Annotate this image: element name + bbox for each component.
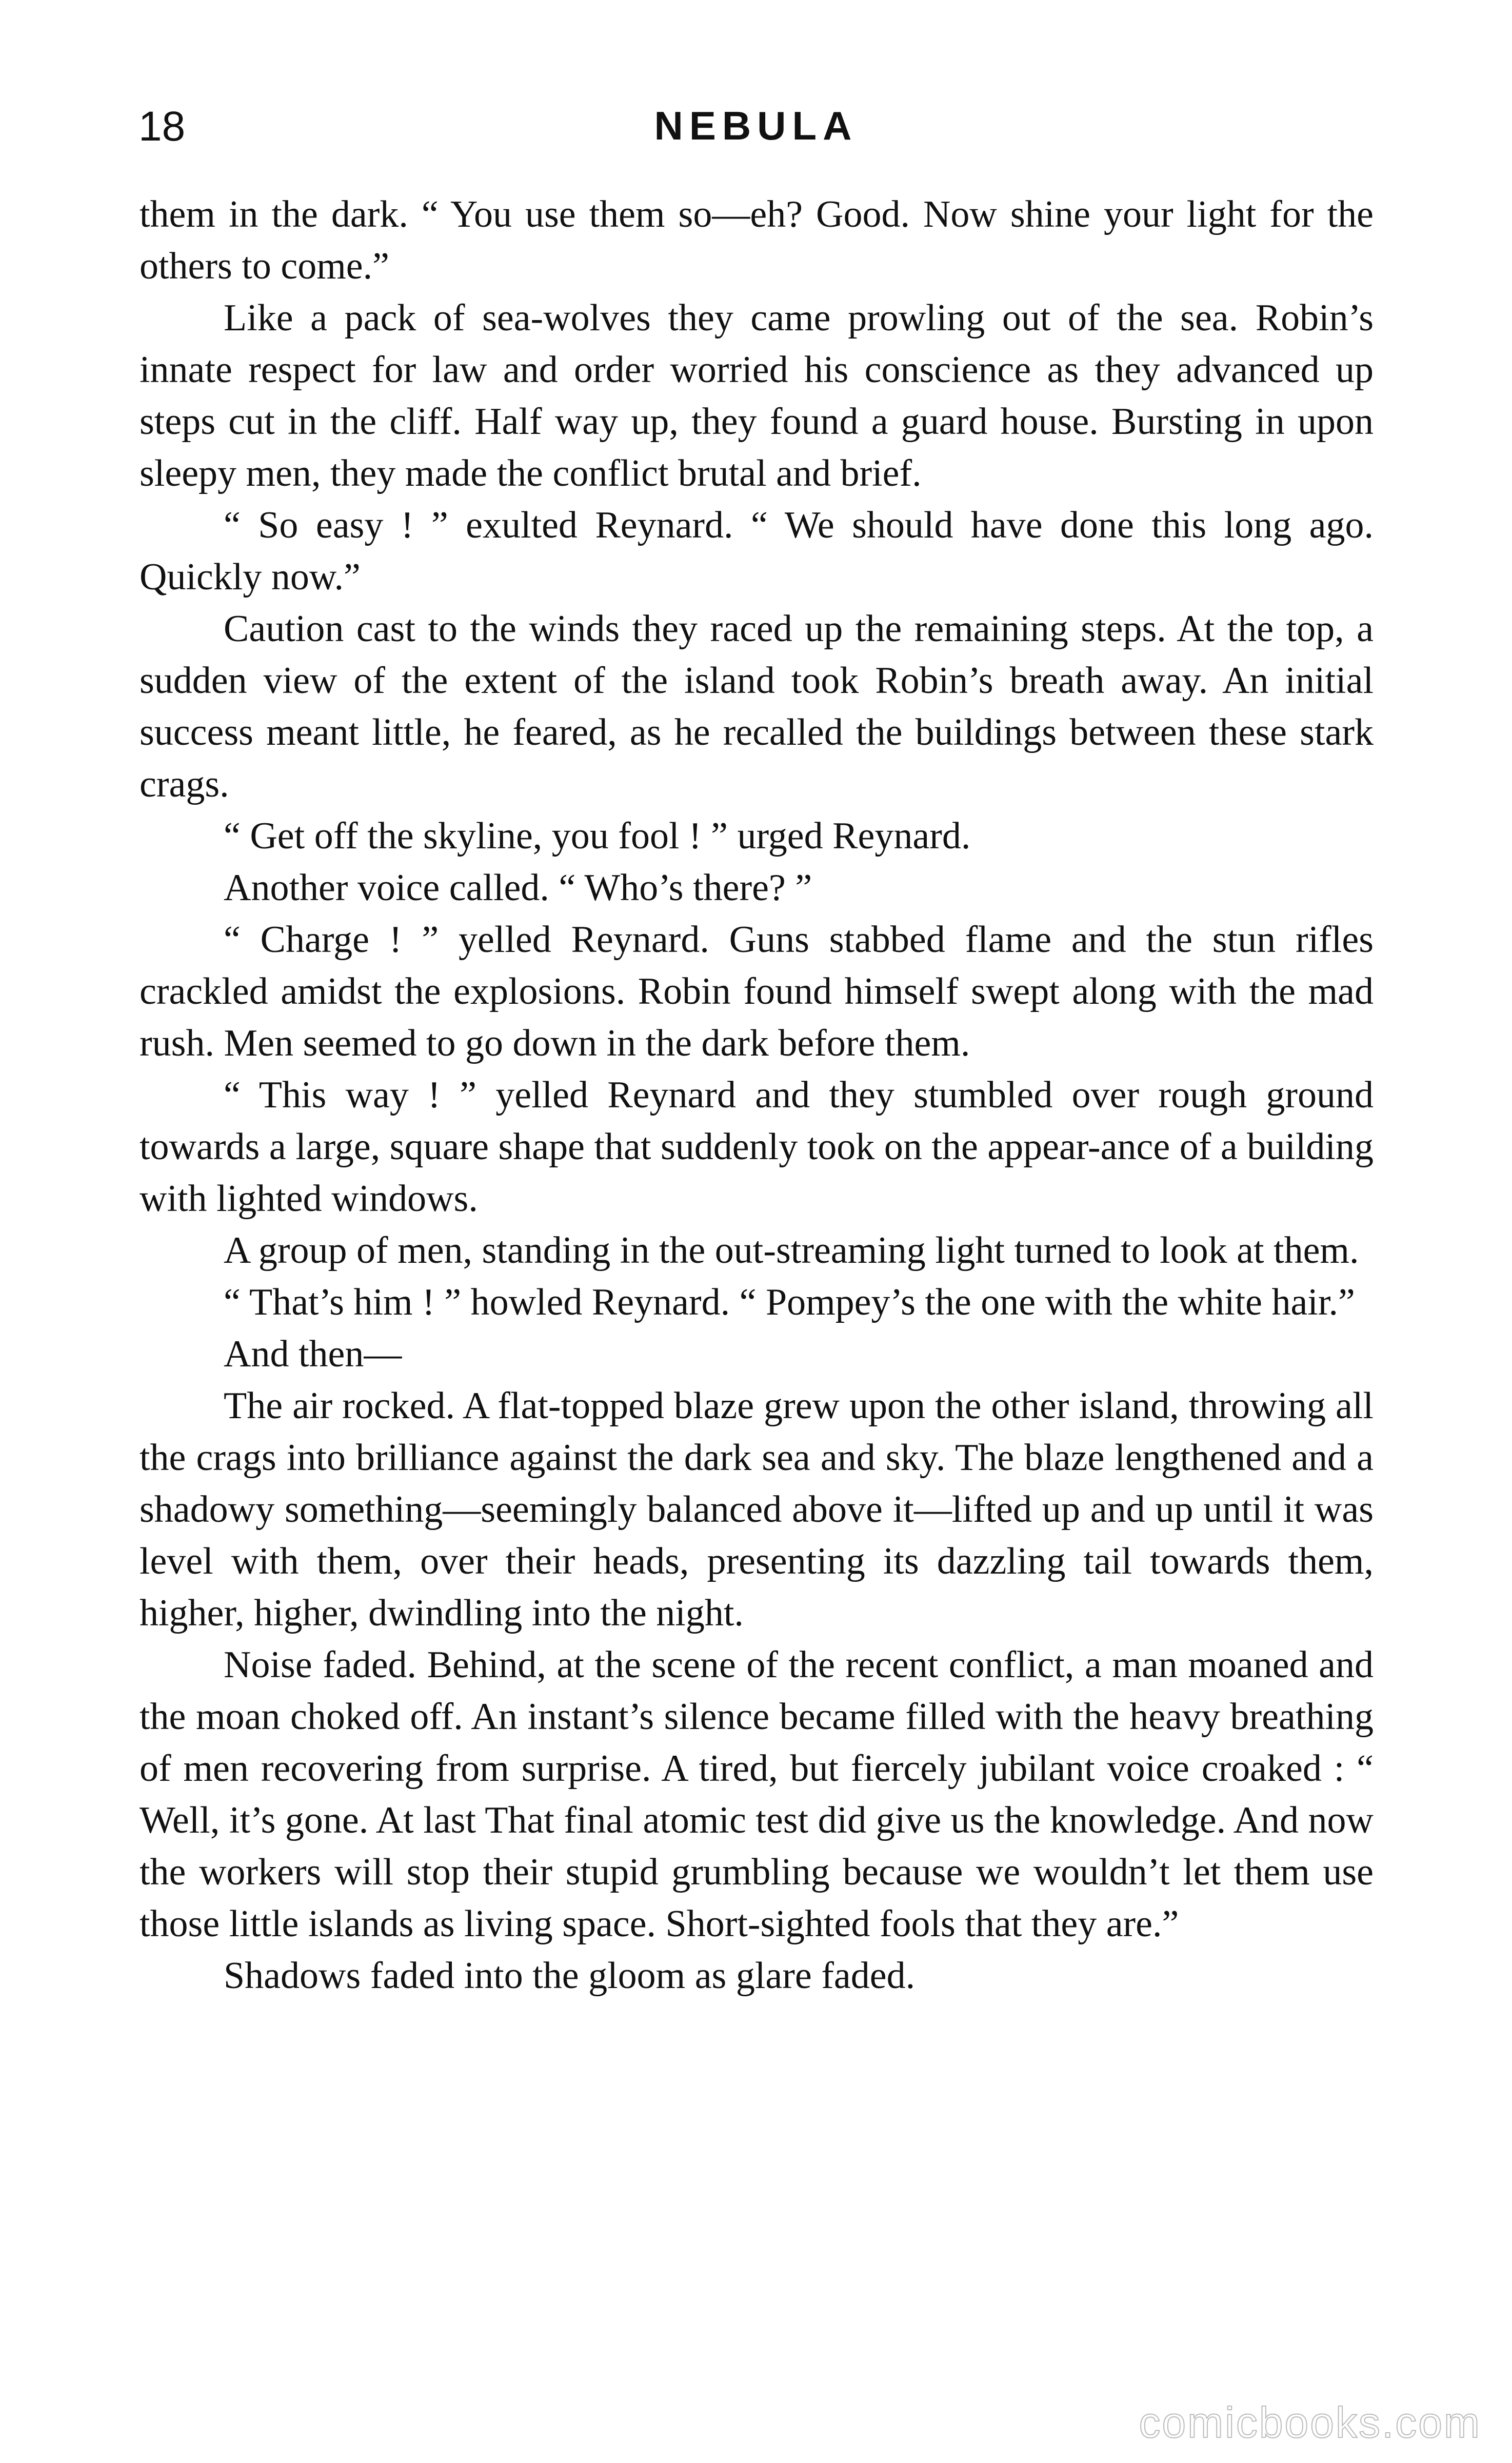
- paragraph: Noise faded. Behind, at the scene of the recent conflict, a man moaned and the moan choked off. An instant’s silence became filled with the heavy breathing of men recovering from surprise. A tired, but fiercely jubilant voice croaked : “ Well, it’s gone. At last That final atomic test did give us the knowledge. And now the workers will stop their stupid grumbling because we wouldn’t let them use those little islands as living space. Short-sighted fools that they are.”: [140, 1644, 1374, 1945]
- magazine-title: NEBULA: [654, 103, 858, 148]
- paragraph: The air rocked. A flat-topped blaze grew upon the other island, throwing all the crags into brilliance against the dark sea and sky. The blaze lengthened and a shadowy something—seemingly balanced above it—lifted up and up until it was level with them, over their heads, presenting its dazzling tail towards them, higher, higher, dwindling into the night.: [140, 1385, 1374, 1634]
- paragraph: “ That’s him ! ” howled Reynard. “ Pompey’s the one with the white hair.”: [224, 1281, 1355, 1323]
- paragraph: Another voice called. “ Who’s there? ”: [224, 867, 812, 909]
- paragraph: “ Charge ! ” yelled Reynard. Guns stabbed flame and the stun rifles crackled amidst the explosions. Robin found himself swept along with the mad rush. Men seemed to go down in the dark before them.: [140, 919, 1374, 1064]
- story-text: [140, 189, 1374, 2002]
- paragraph: “ Get off the skyline, you fool ! ” urged Reynard.: [224, 815, 971, 857]
- paragraph: Shadows faded into the gloom as glare faded.: [224, 1955, 916, 1997]
- paragraph: Like a pack of sea-wolves they came prowling out of the sea. Robin’s innate respect for law and order worried his conscience as they advanced up steps cut in the cliff. Half way up, they found a guard house. Bursting in upon sleepy men, they made the conflict brutal and brief.: [140, 297, 1374, 494]
- watermark: comicbooks.com: [1139, 2398, 1481, 2447]
- paragraph: “ This way ! ” yelled Reynard and they stumbled over rough ground towards a large, square shape that suddenly took on the appear-ance of a building with lighted windows.: [140, 1074, 1374, 1220]
- paragraph: “ So easy ! ” exulted Reynard. “ We should have done this long ago. Quickly now.”: [140, 504, 1374, 598]
- paragraph: them in the dark. “ You use them so—eh? Good. Now shine your light for the others to come.”: [140, 193, 1374, 287]
- paragraph: Caution cast to the winds they raced up the remaining steps. At the top, a sudden view of the extent of the island took Robin’s breath away. An initial success meant little, he feared, as he recalled the buildings between these stark crags.: [140, 608, 1374, 805]
- paragraph: And then—: [224, 1333, 402, 1375]
- running-head: [138, 92, 1374, 154]
- paragraph: A group of men, standing in the out-streaming light turned to look at them.: [224, 1229, 1359, 1272]
- page-number: 18: [138, 103, 186, 150]
